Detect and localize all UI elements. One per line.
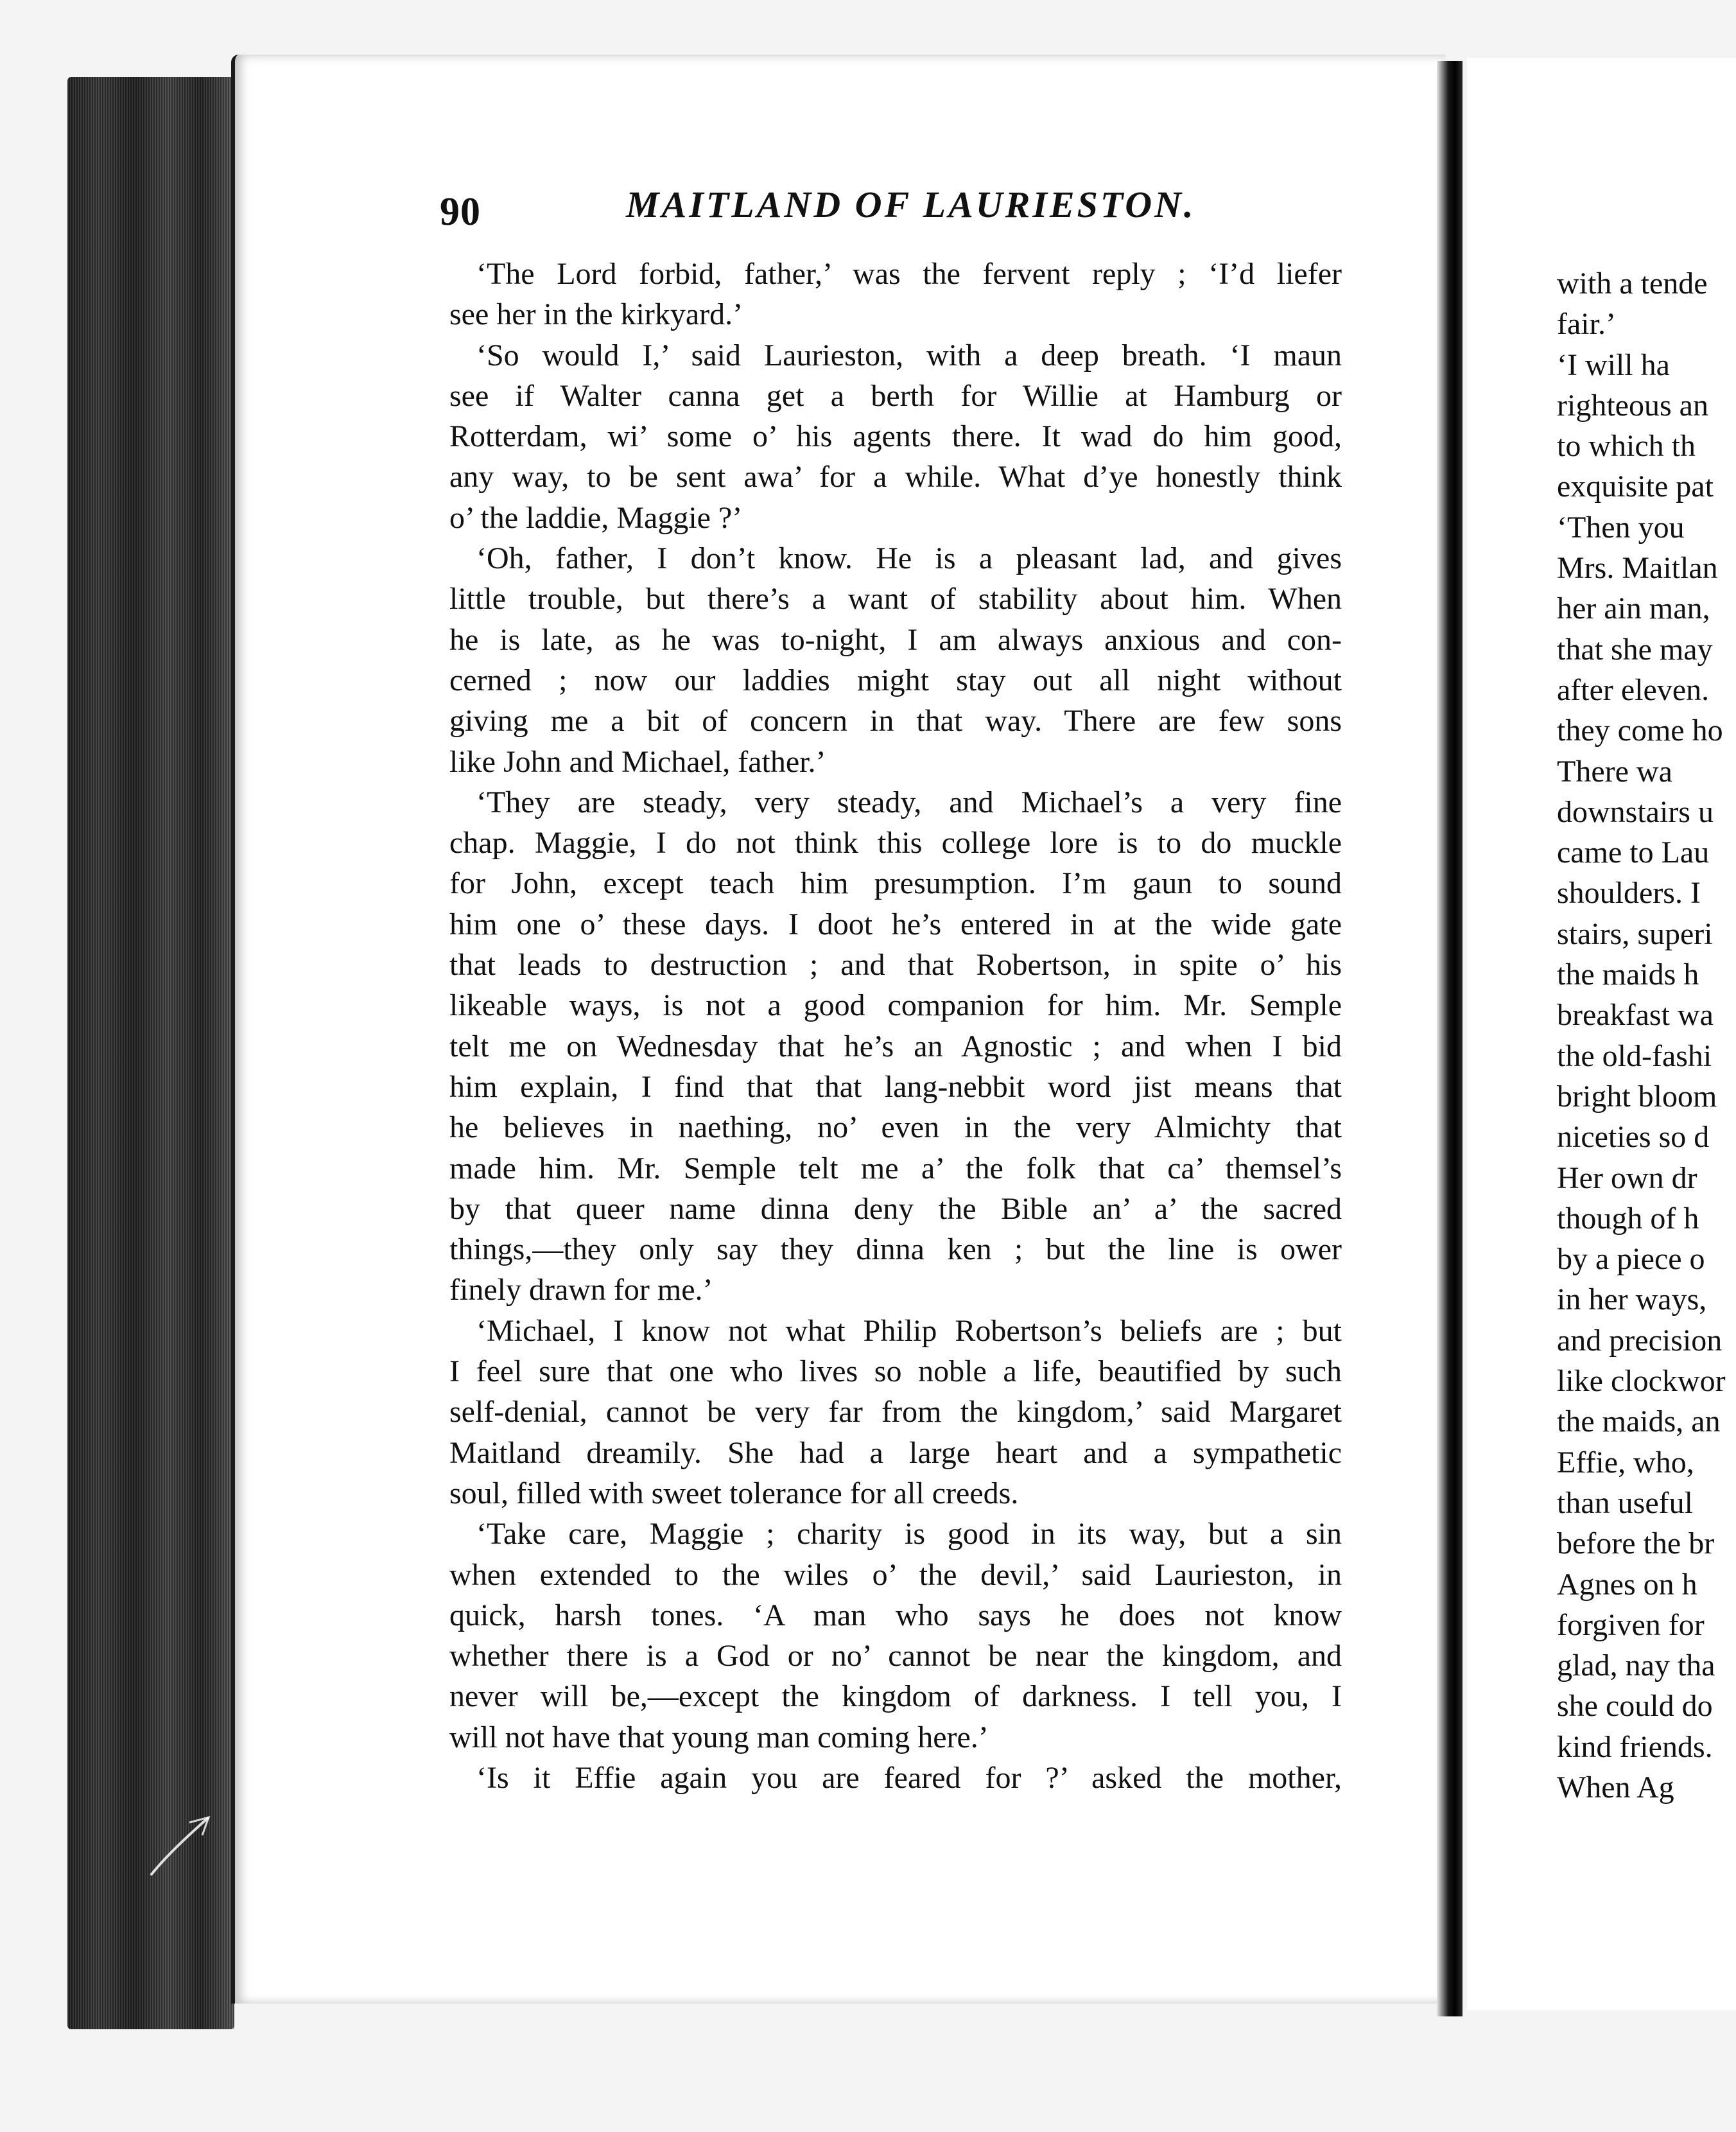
- text-line: Maitland dreamily. She had a large heart and a sympathetic: [449, 1435, 1342, 1470]
- text-line: to which th: [1557, 429, 1696, 464]
- text-line: after eleven.: [1557, 672, 1710, 707]
- text-line: ‘They are steady, very steady, and Michael’s a very fine: [476, 785, 1342, 819]
- text-line: chap. Maggie, I do not think this college lore is to do muckle: [449, 826, 1342, 861]
- gutter: [1437, 61, 1463, 2016]
- text-line: exquisite pat: [1557, 469, 1714, 504]
- text-line: likeable ways, is not a good companion for him. Mr. Semple: [449, 988, 1342, 1023]
- text-line: made him. Mr. Semple telt me a’ the folk that ca’ themsel’s: [449, 1151, 1342, 1185]
- page-number: 90: [440, 190, 481, 234]
- text-line: when extended to the wiles o’ the devil,’ said Laurieston, in: [449, 1557, 1342, 1592]
- text-line: Her own dr: [1557, 1160, 1697, 1195]
- text-line: him explain, I find that that lang-nebbit word jist means that: [449, 1069, 1342, 1104]
- running-head: MAITLAND OF LAURIESTON.: [626, 184, 1196, 225]
- page-edges: [67, 77, 234, 2029]
- text-line: ‘Take care, Maggie ; charity is good in its way, but a sin: [476, 1517, 1342, 1551]
- text-line: him one o’ these days. I doot he’s entered in at the wide gate: [449, 907, 1342, 941]
- text-line: telt me on Wednesday that he’s an Agnostic ; and when I bid: [449, 1029, 1342, 1063]
- text-line: kind friends.: [1557, 1729, 1713, 1764]
- text-line: When Ag: [1557, 1770, 1674, 1804]
- text-line: ‘So would I,’ said Laurieston, with a deep breath. ‘I maun: [476, 338, 1342, 372]
- text-line: see her in the kirkyard.’: [449, 297, 743, 332]
- text-line: like John and Michael, father.’: [449, 744, 826, 779]
- text-line: finely drawn for me.’: [449, 1273, 713, 1307]
- text-line: giving me a bit of concern in that way. There are few sons: [449, 704, 1342, 738]
- text-line: things,—they only say they dinna ken ; but the line is ower: [449, 1232, 1342, 1267]
- text-line: I feel sure that one who lives so noble a life, beautified by such: [449, 1354, 1342, 1389]
- text-line: ‘The Lord forbid, father,’ was the fervent reply ; ‘I’d liefer: [476, 257, 1342, 291]
- text-line: the maids, an: [1557, 1404, 1721, 1439]
- text-line: with a tende: [1557, 266, 1708, 301]
- text-line: Mrs. Maitlan: [1557, 551, 1718, 586]
- pencil-mark: [144, 1804, 221, 1882]
- text-line: he believes in naething, no’ even in the very Almichty that: [449, 1110, 1342, 1145]
- text-line: that she may: [1557, 632, 1713, 667]
- text-line: will not have that young man coming here.’: [449, 1720, 989, 1754]
- text-line: shoulders. I: [1557, 876, 1701, 911]
- text-line: than useful: [1557, 1485, 1693, 1520]
- text-line: stairs, superi: [1557, 916, 1713, 951]
- text-line: quick, harsh tones. ‘A man who says he does not know: [449, 1598, 1342, 1632]
- text-line: righteous an: [1557, 388, 1708, 423]
- text-line: in her ways,: [1557, 1282, 1707, 1317]
- text-line: for John, except teach him presumption. I’m gaun to sound: [449, 866, 1342, 901]
- text-line: cerned ; now our laddies might stay out all night without: [449, 663, 1342, 697]
- text-line: bright bloom: [1557, 1079, 1717, 1114]
- text-line: any way, to be sent awa’ for a while. What d’ye honestly think: [449, 460, 1342, 494]
- text-line: ‘Michael, I know not what Philip Robertson’s beliefs are ; but: [476, 1313, 1342, 1348]
- text-line: fair.’: [1557, 307, 1616, 342]
- text-line: ‘Then you: [1557, 510, 1685, 545]
- text-line: Agnes on h: [1557, 1567, 1697, 1602]
- text-line: that leads to destruction ; and that Robertson, in spite o’ his: [449, 948, 1342, 983]
- text-line: she could do: [1557, 1689, 1713, 1724]
- text-line: downstairs u: [1557, 794, 1714, 829]
- text-line: like clockwor: [1557, 1364, 1726, 1399]
- text-line: soul, filled with sweet tolerance for all creeds.: [449, 1476, 1019, 1510]
- text-line: by a piece o: [1557, 1242, 1705, 1277]
- left-page-text: [449, 254, 1342, 1798]
- text-line: the old-fashi: [1557, 1038, 1712, 1073]
- text-line: forgiven for: [1557, 1607, 1705, 1642]
- text-line: and precision: [1557, 1323, 1723, 1358]
- text-line: There wa: [1557, 754, 1672, 789]
- text-line: before the br: [1557, 1526, 1715, 1561]
- right-page-text: [1557, 263, 1736, 1808]
- text-line: by that queer name dinna deny the Bible an’ a’ the sacred: [449, 1191, 1342, 1226]
- text-line: whether there is a God or no’ cannot be near the kingdom, and: [449, 1639, 1342, 1673]
- text-line: never will be,—except the kingdom of darkness. I tell you, I: [449, 1679, 1342, 1714]
- text-line: Rotterdam, wi’ some o’ his agents there. It wad do him good,: [449, 419, 1342, 454]
- text-line: little trouble, but there’s a want of stability about him. When: [449, 582, 1342, 616]
- text-line: self-denial, cannot be very far from the kingdom,’ said Margaret: [449, 1395, 1342, 1429]
- text-line: niceties so d: [1557, 1120, 1710, 1155]
- text-line: he is late, as he was to-night, I am always anxious and con-: [449, 622, 1342, 657]
- text-line: came to Lau: [1557, 835, 1710, 870]
- text-line: the maids h: [1557, 957, 1699, 992]
- text-line: though of h: [1557, 1201, 1699, 1236]
- text-line: ‘I will ha: [1557, 347, 1670, 382]
- text-line: ‘Oh, father, I don’t know. He is a pleasant lad, and gives: [476, 541, 1342, 576]
- text-line: breakfast wa: [1557, 998, 1714, 1033]
- text-line: her ain man,: [1557, 591, 1710, 626]
- text-line: see if Walter canna get a berth for Willie at Hamburg or: [449, 378, 1342, 413]
- text-line: glad, nay tha: [1557, 1648, 1715, 1683]
- text-line: Effie, who,: [1557, 1445, 1694, 1480]
- text-line: they come ho: [1557, 713, 1723, 748]
- text-line: o’ the laddie, Maggie ?’: [449, 500, 743, 535]
- text-line: ‘Is it Effie again you are feared for ?’ asked the mother,: [476, 1760, 1342, 1795]
